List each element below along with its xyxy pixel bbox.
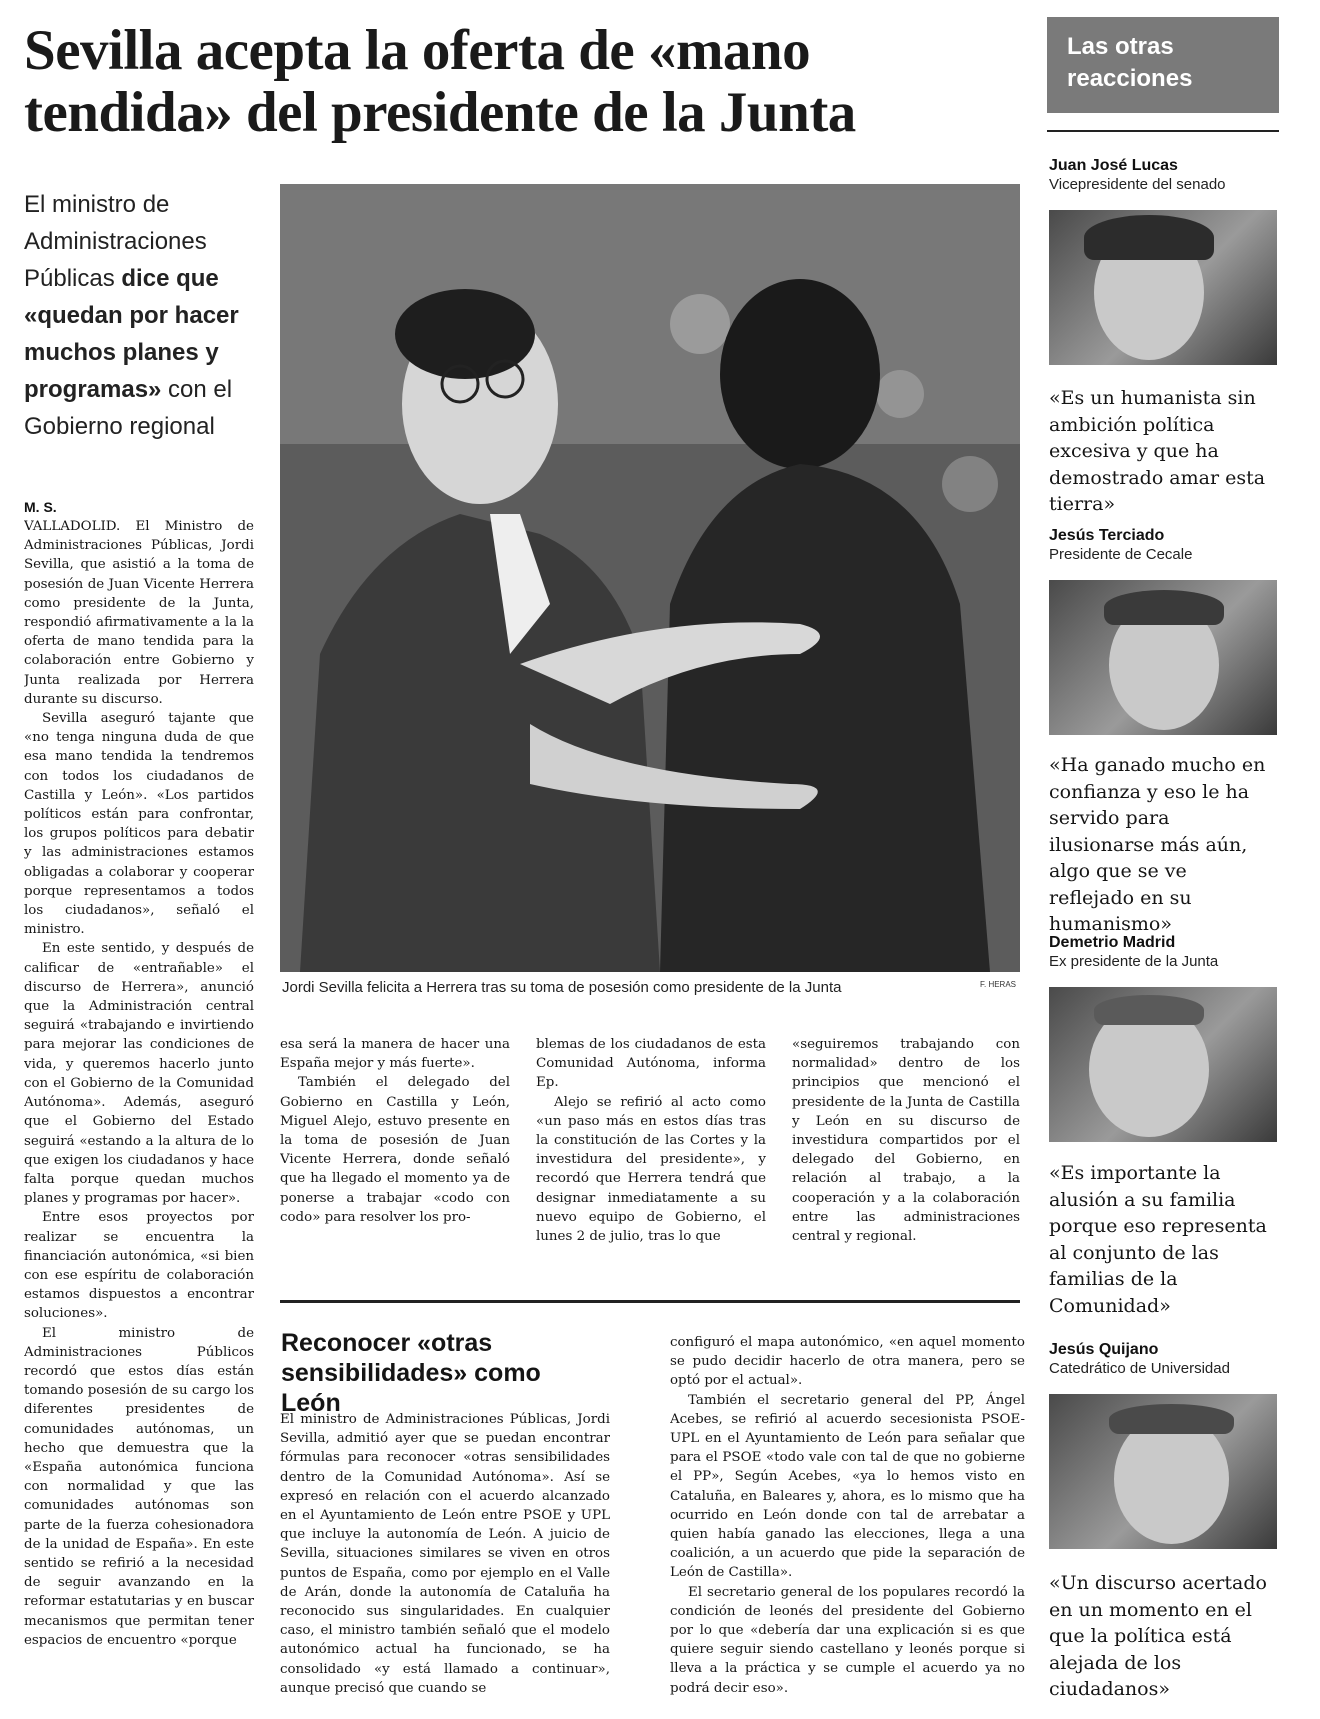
- article-column-4: [792, 1035, 1020, 1253]
- paragraph: Entre esos proyectos por realizar se encuentra la financiación autonómica, «si bien con ese espíritu de colaboración estamos dispuestos a encontrar soluciones».: [24, 1210, 254, 1322]
- byline: M. S.: [24, 499, 57, 515]
- photo-illustration: [280, 184, 1020, 972]
- sidebar-person-role: Presidente de Cecale: [1049, 546, 1193, 563]
- sidebar-quote: «Es un humanista sin ambición política excesiva y que ha demostrado amar esta tierra»: [1049, 387, 1266, 515]
- portrait-photo: [1049, 1394, 1277, 1549]
- sidebar-quote: «Un discurso acertado en un momento en el que la política está alejada de los ciudadanos»: [1049, 1572, 1267, 1700]
- dek-plain-1: El ministro de Administraciones Públicas: [24, 191, 207, 292]
- article-column-3: [536, 1035, 766, 1253]
- portrait-photo: [1049, 987, 1277, 1142]
- photo-caption: Jordi Sevilla felicita a Herrera tras su toma de posesión como presidente de la Junta: [282, 979, 842, 996]
- subarticle-column-2: [670, 1333, 1025, 1705]
- paragraph: El ministro de Administraciones Públicas, Jordi Sevilla, admitió ayer que se puedan encontrar fórmulas para reconocer «otras sensibilidades dentro de la Comunidad Autónoma». Así se expresó en relación con el acuerdo alcanzado en el Ayuntamiento de León entre PSOE y UPL que incluye la autonomía de León. A juicio de Sevilla, situaciones similares se viven en otros puntos de España, como por ejemplo en el Valle de Arán, donde la autonomía de Cataluña ha reconocido sus singularidades. En cualquier caso, el ministro también señaló que el modelo autonómico actual ha funcionado, se ha consolidado «y está llamado a continuar», aunque precisó que cuando se: [280, 1412, 610, 1696]
- subarticle-column-1: [280, 1410, 610, 1705]
- dek: [24, 186, 264, 445]
- paragraph: blemas de los ciudadanos de esta Comunidad Autónoma, informa Ep.: [536, 1037, 766, 1091]
- sidebar-person-role: Vicepresidente del senado: [1049, 176, 1226, 193]
- main-photo: [280, 184, 1020, 972]
- paragraph: esa será la manera de hacer una España mejor y más fuerte».: [280, 1037, 510, 1072]
- paragraph: Sevilla aseguró tajante que «no tenga ninguna duda de que esa mano tendida la tendremos con todos los ciudadanos de Castilla y León». «Los partidos políticos están para confrontar, los grupos políticos para debatir y las administraciones estamos obligadas a colaborar y cooperar porque representamos a todos los ciudadanos», señaló el ministro.: [24, 711, 254, 938]
- sidebar-person-name: Jesús Terciado: [1049, 527, 1165, 544]
- sidebar-person-role: Catedrático de Universidad: [1049, 1360, 1230, 1377]
- sidebar-person-name: Jesús Quijano: [1049, 1341, 1159, 1358]
- headline: Sevilla acepta la oferta de «mano tendida» del presidente de la Junta: [24, 19, 856, 144]
- paragraph: El secretario general de los populares recordó la condición de leonés del presidente del Gobierno por lo que «debería dar una explicación si es que quiere seguir siendo castellano y leonés porque si lleva a la práctica y se cumple el acuerdo ya no podrá decir eso».: [670, 1584, 1025, 1696]
- paragraph: Alejo se refirió al acto como «un paso más en estos días tras la constitución de las Cortes y la investidura del presidente», y recordó que Herrera tendrá que designar inmediatamente a su nuevo equipo de Gobierno, el lunes 2 de julio, tras lo que: [536, 1094, 766, 1245]
- dek-bold: dice que «quedan por hacer muchos planes y programas»: [24, 265, 239, 403]
- subarticle-headline: Reconocer «otras sensibilidades» como León: [281, 1329, 541, 1417]
- sidebar-rule: [1047, 130, 1279, 132]
- sidebar-person-role: Ex presidente de la Junta: [1049, 953, 1219, 970]
- article-column-1: [24, 517, 254, 1707]
- portrait-photo: [1049, 580, 1277, 735]
- sidebar-person-name: Demetrio Madrid: [1049, 934, 1176, 951]
- sidebar-person-name: Juan José Lucas: [1049, 157, 1178, 174]
- portrait-photo: [1049, 210, 1277, 365]
- paragraph: También el delegado del Gobierno en Castilla y León, Miguel Alejo, estuvo presente en la toma de posesión de Juan Vicente Herrera, donde señaló que ha llegado el momento ya de ponerse a trabajar «codo con codo» para resolver los pro-: [280, 1075, 510, 1225]
- paragraph: En este sentido, y después de calificar de «entrañable» el discurso de Herrera», anunció que la Administración central seguirá «trabajando e invirtiendo para mejorar las condiciones de vida, y queremos hacerlo junto con el Gobierno de la Comunidad Autónoma». Además, aseguró que el Gobierno del Estado seguirá «estando a la altura de lo que exigen los ciudadanos y hace falta porque quedan muchos planes y programas por hacer».: [24, 941, 254, 1207]
- photo-credit: F. HERAS: [980, 980, 1017, 989]
- sidebar-quote: «Es importante la alusión a su familia porque eso representa al conjunto de las familias de la Comunidad»: [1049, 1162, 1267, 1317]
- sidebar-title: Las otras reacciones: [1067, 33, 1193, 92]
- paragraph: También el secretario general del PP, Ángel Acebes, se refirió al acuerdo secesionista PSOE-UPL en el Ayuntamiento de León para señalar que para el PSOE «todo vale con tal de que no gobierne el PP», Según Acebes, «ya lo hemos visto en Cataluña, en Baleares y, ahora, es lo mismo que ha ocurrido en León donde con tal de arrebatar a quien había ganado las elecciones, llega a una coalición, a un acuerdo que pide la separación de León de Castilla».: [670, 1392, 1025, 1581]
- paragraph: «seguiremos trabajando con normalidad» dentro de los principios que mencionó el presidente de la Junta de Castilla y León en su discurso de investidura compartidos por el delegado del Gobierno, en relación al trabajo, a la cooperación y a la colaboración entre las administraciones central y regional.: [792, 1037, 1020, 1245]
- article-column-2: [280, 1035, 510, 1253]
- subarticle-rule: [280, 1300, 1020, 1303]
- sidebar-header: [1047, 17, 1279, 113]
- paragraph: VALLADOLID. El Ministro de Administraciones Públicas, Jordi Sevilla, que asistió a la toma de posesión de Juan Vicente Herrera como presidente de la Junta, respondió afirmativamente a la la oferta de mano tendida para la colaboración entre Gobierno y Junta realizada por Herrera durante su discurso.: [24, 519, 254, 707]
- paragraph: El ministro de Administraciones Públicos recordó que estos días están tomando posesión de su cargo los diferentes presidentes de comunidades autónomas, un hecho que demuestra que la «España autonómica funciona con normalidad y que las comunidades autónomas son parte de la fuerza cohesionadora de la unidad de España». En este sentido se refirió a la necesidad de seguir avanzando en la reformar estatutarias y en buscar mecanismos que permitan tener espacios de encuentro «porque: [24, 1325, 254, 1648]
- dek-plain-2: con el Gobierno regional: [24, 376, 233, 440]
- sidebar-quote: «Ha ganado mucho en confianza y eso le ha servido para ilusionarse más aún, algo que se ve reflejado en su humanismo»: [1049, 754, 1266, 935]
- paragraph: configuró el mapa autonómico, «en aquel momento se pudo decidir hacerlo de otra manera, pero se optó por el actual».: [670, 1335, 1025, 1389]
